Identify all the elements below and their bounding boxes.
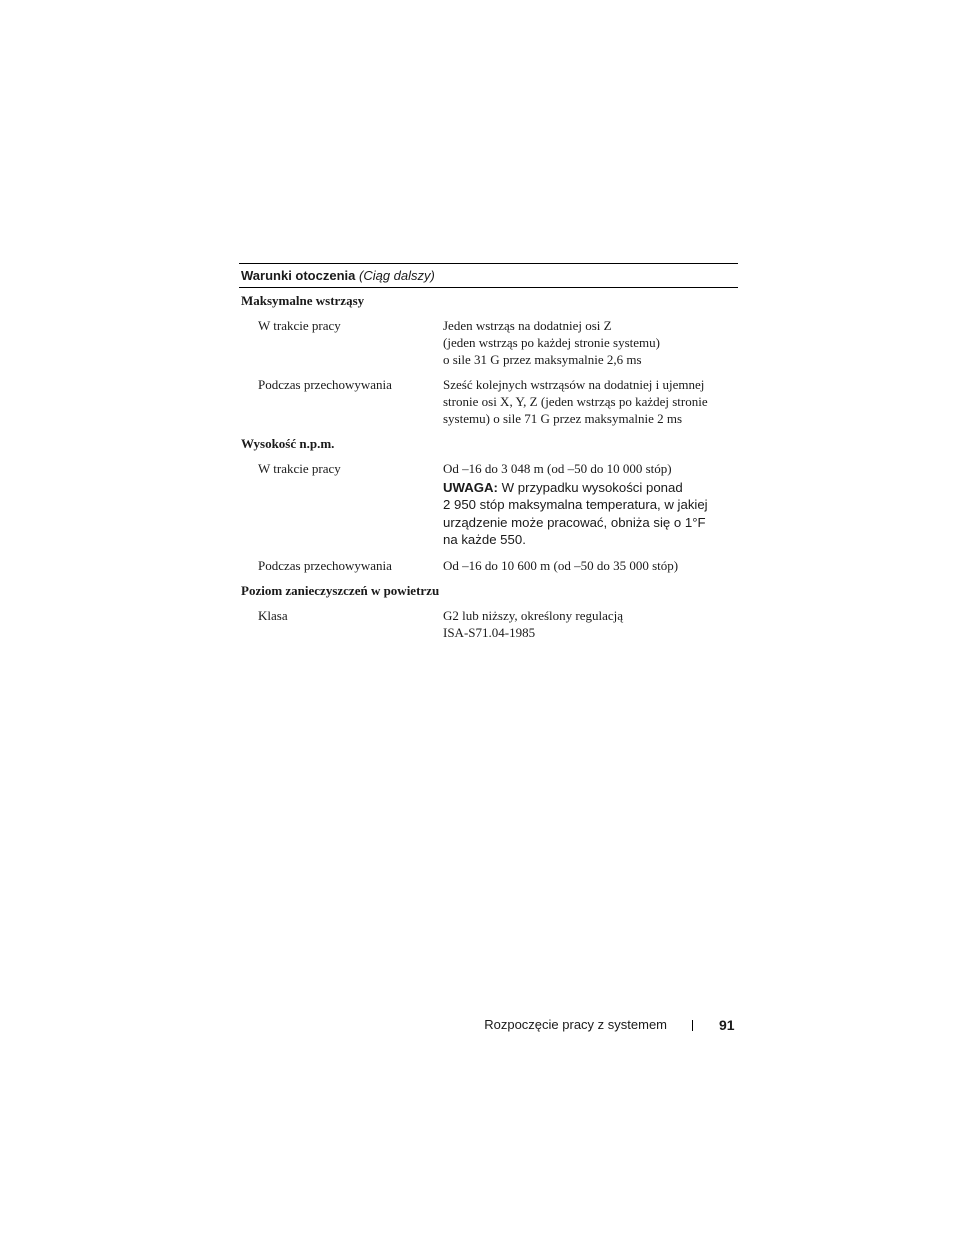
table-continued-label: (Ciąg dalszy) [359,268,435,283]
note-line: W przypadku wysokości ponad [501,480,683,495]
note-line: urządzenie może pracować, obniża się o 1°F [443,514,706,530]
altitude-note [443,479,743,548]
value-line: stronie osi X, Y, Z (jeden wstrząs po każdej stronie [443,394,708,409]
footer-separator [692,1020,693,1031]
section-title-airborne-contaminants: Poziom zanieczyszczeń w powietrzu [241,583,440,598]
value-line: o sile 31 G przez maksymalnie 2,6 ms [443,352,642,367]
section-title-altitude: Wysokość n.p.m. [241,436,335,451]
value-line: (jeden wstrząs po każdej stronie systemu) [443,335,660,350]
value-line: Sześć kolejnych wstrząsów na dodatniej i ujemnej [443,377,705,392]
note-line: 2 950 stóp maksymalna temperatura, w jakiej [443,497,708,513]
value-line: ISA-S71.04-1985 [443,625,536,640]
row-value-shock-storage [443,376,743,427]
note-line: na każde 550. [443,531,526,547]
row-label-shock-operating: W trakcie pracy [258,318,341,333]
value-line: G2 lub niższy, określony regulacją [443,608,624,623]
footer-chapter-title: Rozpoczęcie pracy z systemem [484,1017,667,1032]
note-label: UWAGA: [443,480,498,495]
row-label-class: Klasa [258,608,288,623]
row-label-altitude-storage: Podczas przechowywania [258,558,392,573]
row-value-class [443,607,743,641]
row-label-altitude-operating: W trakcie pracy [258,461,341,476]
section-title-max-shock: Maksymalne wstrząsy [241,293,365,308]
value-line: Od –16 do 3 048 m (od –50 do 10 000 stóp) [443,461,672,476]
row-value-altitude-storage [443,557,743,574]
table-title: Warunki otoczenia [241,268,356,283]
row-value-altitude-operating [443,460,743,477]
value-line: Od –16 do 10 600 m (od –50 do 35 000 stóp) [443,558,679,573]
page-footer [0,1015,954,1035]
page-number: 91 [719,1017,735,1033]
row-value-shock-operating [443,317,743,368]
value-line: Jeden wstrząs na dodatniej osi Z [443,318,612,333]
row-label-shock-storage: Podczas przechowywania [258,377,392,392]
table-header [239,263,738,288]
value-line: systemu) o sile 71 G przez maksymalnie 2 ms [443,411,683,426]
